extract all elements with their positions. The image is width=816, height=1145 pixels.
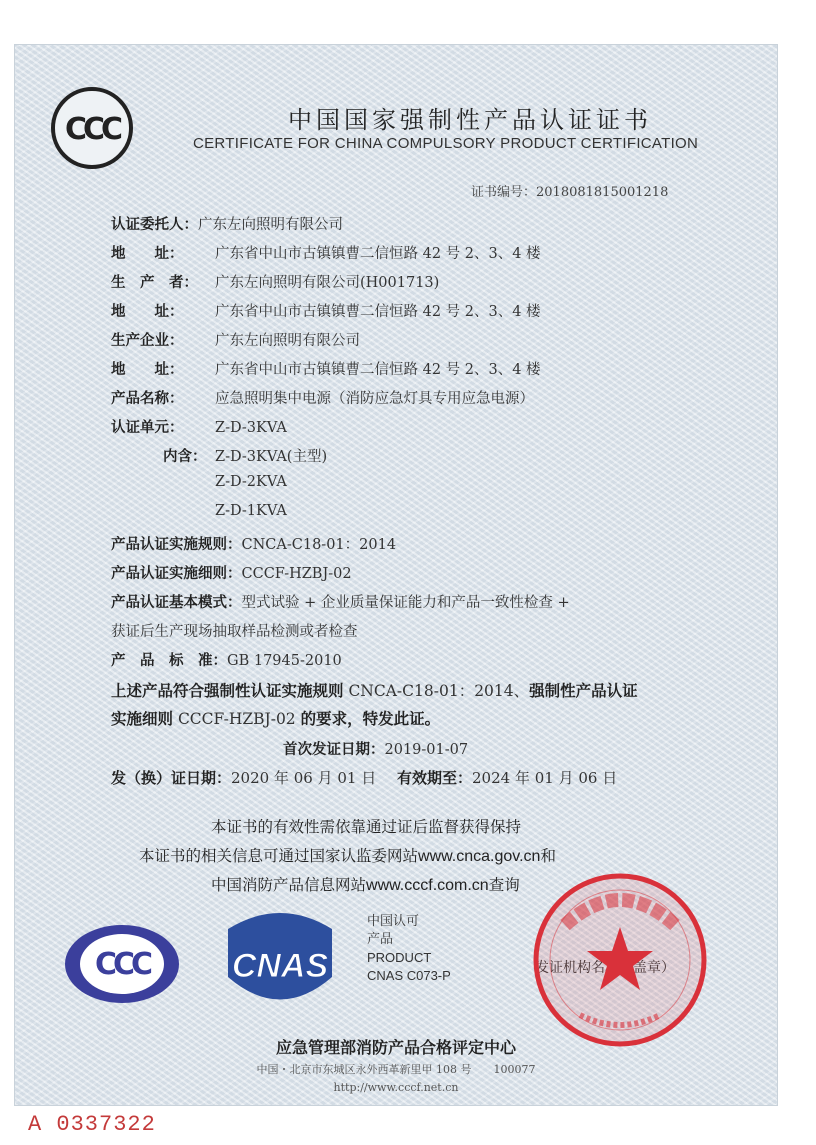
unit-label: 认证单元： xyxy=(111,420,184,436)
detail-row xyxy=(111,562,352,583)
ccc-logo-icon xyxy=(65,925,179,1003)
statement-text: 的要求，特发此证。 xyxy=(300,710,441,728)
applicant-address: 广东省中山市古镇镇曹二信恒路 42 号 2、3、4 楼 xyxy=(215,246,541,262)
applicant-value: 广东左向照明有限公司 xyxy=(198,217,343,233)
valid-until-label: 有效期至： xyxy=(397,769,473,787)
manufacturer-label: 生 产 者： xyxy=(111,275,198,291)
statement-text: CCCF-HZBJ-02 xyxy=(173,710,301,728)
factory-value: 广东左向照明有限公司 xyxy=(215,333,360,349)
notice-line3 xyxy=(211,873,520,895)
applicant-address-row xyxy=(111,242,541,263)
ccc-logo-text: CCC xyxy=(64,112,120,147)
issuer-website[interactable]: http://www.cccf.net.cn xyxy=(333,1081,459,1094)
notice-line2 xyxy=(139,844,556,866)
mode-label: 产品认证基本模式： xyxy=(111,595,242,611)
ccc-logo-icon xyxy=(51,87,133,169)
statement-text: 强制性产品认证 xyxy=(529,682,638,700)
cnas-cn-line: 中国认可 xyxy=(367,914,420,929)
mode-row-2 xyxy=(111,620,358,641)
statement-line2 xyxy=(111,707,440,729)
cnas-logo-icon xyxy=(210,907,350,1017)
notice-text: 和 xyxy=(540,847,556,865)
address-label: 地 址： xyxy=(111,362,184,378)
rule-label: 产品认证实施规则： xyxy=(111,537,242,553)
address-label: 地 址： xyxy=(111,304,184,320)
first-issue-row xyxy=(283,738,468,759)
standard-row xyxy=(111,649,342,670)
contains-label: 内含： xyxy=(163,449,207,465)
manufacturer-row xyxy=(111,271,439,292)
contains-model: Z-D-1KVA xyxy=(215,503,287,519)
title-cn: 中国国家强制性产品认证证书 xyxy=(288,106,652,134)
address-label: 地 址： xyxy=(111,246,184,262)
factory-label: 生产企业： xyxy=(111,333,184,349)
first-issue-label: 首次发证日期： xyxy=(283,742,385,758)
contains-row xyxy=(215,503,287,519)
mode-value-line1: 型式试验 + 企业质量保证能力和产品一致性检查 + xyxy=(241,595,570,611)
standard-value: GB 17945-2010 xyxy=(227,653,342,669)
cnas-en-line: PRODUCT xyxy=(367,950,432,965)
statement-line1 xyxy=(111,679,638,701)
statement-text: 上述产品符合强制性认证实施规则 xyxy=(111,682,344,700)
ccc-logo-text: CCC xyxy=(94,946,150,982)
mode-row xyxy=(111,591,570,612)
product-row xyxy=(111,387,534,408)
product-label: 产品名称： xyxy=(111,391,184,407)
detail-label: 产品认证实施细则： xyxy=(111,566,242,582)
detail-value: CCCF-HZBJ-02 xyxy=(241,566,352,582)
manufacturer-address: 广东省中山市古镇镇曹二信恒路 42 号 2、3、4 楼 xyxy=(215,304,541,320)
statement-text: CNCA-C18-01：2014、 xyxy=(343,682,530,700)
cccf-link[interactable]: www.cccf.com.cn xyxy=(366,877,489,894)
notice-text: 查询 xyxy=(488,876,520,894)
unit-row xyxy=(111,416,287,437)
certificate xyxy=(14,44,778,1106)
issuer-address: 中国・北京市东城区永外西革新里甲 108 号 100077 xyxy=(256,1063,536,1076)
rule-value: CNCA-C18-01：2014 xyxy=(241,537,397,553)
official-seal-stamp xyxy=(525,865,715,1055)
standard-label: 产 品 标 准： xyxy=(111,653,227,669)
first-issue-date: 2019-01-07 xyxy=(384,742,469,758)
notice-text: 中国消防产品信息网站 xyxy=(211,876,367,894)
cnas-logo-text: CNAS xyxy=(231,947,329,985)
cnca-link[interactable]: www.cnca.gov.cn xyxy=(418,848,541,865)
issue-validity-row xyxy=(111,767,617,788)
statement-text: 实施细则 xyxy=(111,710,174,728)
rule-row xyxy=(111,533,396,554)
manufacturer-value: 广东左向照明有限公司(H001713) xyxy=(215,275,440,291)
applicant-row xyxy=(111,213,343,234)
notice-line1: 本证书的有效性需依靠通过证后监督获得保持 xyxy=(211,818,522,836)
contains-model: Z-D-3KVA(主型) xyxy=(215,449,328,465)
factory-address-row xyxy=(111,358,541,379)
notice-text: 本证书的相关信息可通过国家认监委网站 xyxy=(139,847,419,865)
valid-until-date: 2024 年 01 月 06 日 xyxy=(472,769,618,787)
manufacturer-address-row xyxy=(111,300,541,321)
contains-row xyxy=(163,445,327,466)
applicant-label: 认证委托人： xyxy=(111,217,198,233)
unit-value: Z-D-3KVA xyxy=(215,420,287,436)
product-value: 应急照明集中电源（消防应急灯具专用应急电源） xyxy=(215,391,534,407)
reissue-label: 发（换）证日期： xyxy=(111,769,232,787)
issuer-name: 应急管理部消防产品合格评定中心 xyxy=(275,1038,516,1057)
title-en: CERTIFICATE FOR CHINA COMPULSORY PRODUCT CERTIFICATION xyxy=(193,135,699,152)
certificate-number: 证书编号：2018081815001218 xyxy=(471,185,669,200)
cnas-cn-line: 产品 xyxy=(367,932,394,947)
factory-address: 广东省中山市古镇镇曹二信恒路 42 号 2、3、4 楼 xyxy=(215,362,541,378)
cnas-accreditation-text xyxy=(367,913,451,985)
contains-row xyxy=(215,474,287,490)
mode-value-line2: 获证后生产现场抽取样品检测或者检查 xyxy=(111,624,358,640)
serial-number: A 0337322 xyxy=(28,1112,156,1137)
factory-row xyxy=(111,329,360,350)
cnas-en-line: CNAS C073-P xyxy=(367,968,451,983)
contains-model: Z-D-2KVA xyxy=(215,474,287,490)
reissue-date: 2020 年 06 月 01 日 xyxy=(231,769,377,787)
ccc-logo-inner xyxy=(80,934,164,994)
